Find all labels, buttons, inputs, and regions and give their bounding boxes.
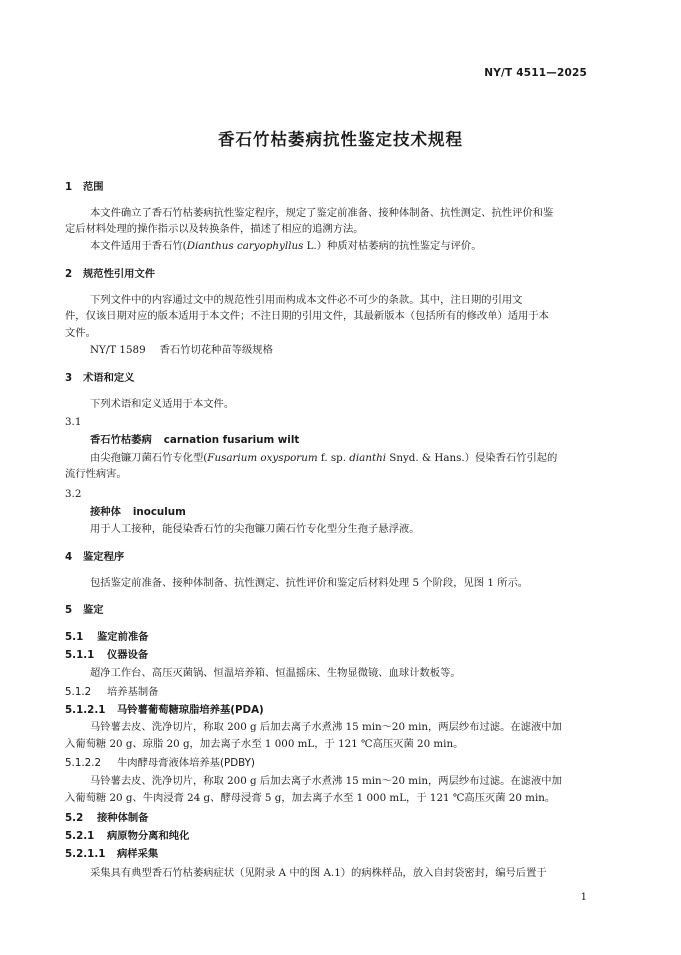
- document-title: 香石竹枯萎病抗性鉴定技术规程: [218, 130, 463, 149]
- paragraph-line: 下列文件中的内容通过文中的规范性引用而构成本文件必不可少的条款。其中，注日期的引用文: [90, 294, 523, 306]
- paragraph-line: 流行性病害。: [65, 468, 127, 480]
- section-title: 鉴定: [83, 604, 104, 616]
- subsection-title: 培养基制备: [107, 686, 159, 698]
- latin-name: Dianthus caryophyllus: [186, 240, 304, 252]
- term-chinese: 香石竹枯萎病: [90, 434, 152, 446]
- paragraph-line: 文件。: [65, 327, 96, 339]
- section-title: 范围: [83, 181, 104, 193]
- subsection-number: 5.2.1.1: [65, 848, 106, 860]
- subsection-title: 病样采集: [117, 848, 159, 860]
- text-run: L.）种质对枯萎病的抗性鉴定与评价。: [303, 240, 482, 252]
- paragraph-line: 本文件确立了香石竹枯萎病抗性鉴定程序，规定了鉴定前准备、接种体制备、抗性测定、抗性评价和鉴: [90, 207, 554, 219]
- subsection-heading: [65, 756, 255, 770]
- section-title: 规范性引用文件: [83, 268, 156, 280]
- paragraph-line: 马铃薯去皮、洗净切片，称取 200 g 后加去离子水煮沸 15 min～20 min，两层纱布过滤。在滤液中加: [90, 721, 562, 733]
- term-entry: [90, 433, 299, 447]
- section-title: 鉴定程序: [83, 551, 125, 563]
- section-4-heading: [65, 550, 124, 564]
- text-run: 由尖孢镰刀菌石竹专化型(: [90, 452, 208, 464]
- subsection-heading: [65, 630, 148, 644]
- latin-name: Fusarium oxysporum: [207, 452, 318, 464]
- reference-code: NY/T 1589: [90, 344, 146, 356]
- section-number: 4: [65, 551, 73, 563]
- paragraph-line: 包括鉴定前准备、接种体制备、抗性测定、抗性评价和鉴定后材料处理 5 个阶段，见图 1 所示。: [90, 577, 529, 589]
- section-5-heading: [65, 603, 104, 617]
- reference-title: 香石竹切花种苗等级规格: [159, 344, 273, 356]
- term-entry: [90, 505, 186, 519]
- subsection-number: 5.1.2: [65, 686, 92, 698]
- paragraph-line: 采集具有典型香石竹枯萎病症状（见附录 A 中的图 A.1）的病株样品，放入自封袋密封，编号后置于: [90, 867, 547, 879]
- term-english: carnation fusarium wilt: [163, 434, 300, 446]
- text-run: 本文件适用于香石竹(: [90, 240, 187, 252]
- subsection-number: 5.2.1: [65, 830, 95, 842]
- section-number: 3: [65, 372, 73, 384]
- subsection-title: 鉴定前准备: [97, 631, 149, 643]
- normative-reference: [90, 343, 273, 357]
- subsection-title: 病原物分离和纯化: [107, 830, 190, 842]
- latin-name: dianthi: [349, 452, 387, 464]
- section-1-heading: [65, 180, 104, 194]
- paragraph-line: 下列术语和定义适用于本文件。: [90, 398, 235, 410]
- subsection-heading: [65, 811, 148, 825]
- term-definition: 用于人工接种，能侵染香石竹的尖孢镰刀菌石竹专化型分生孢子悬浮液。: [90, 523, 420, 535]
- subsection-heading: [65, 685, 158, 699]
- subsection-title: 仪器设备: [107, 649, 149, 661]
- subsection-heading: [65, 829, 189, 843]
- paragraph-line: 马铃薯去皮、洗净切片，称取 200 g 后加去离子水煮沸 15 min～20 min，两层纱布过滤。在滤液中加: [90, 775, 562, 787]
- text-run: Snyd. & Hans.）侵染香石竹引起的: [386, 452, 558, 464]
- subsection-number: 5.2: [65, 812, 84, 824]
- section-number: 5: [65, 604, 73, 616]
- term-number: 3.1: [65, 416, 82, 428]
- subsection-heading: [65, 847, 158, 861]
- term-number: 3.2: [65, 488, 82, 500]
- subsection-heading: [65, 703, 264, 717]
- term-chinese: 接种体: [90, 506, 121, 518]
- term-definition: [90, 451, 557, 465]
- page-number: 1: [580, 892, 587, 903]
- section-number: 1: [65, 181, 73, 193]
- subsection-title: 马铃薯葡萄糖琼脂培养基(PDA): [117, 704, 264, 716]
- paragraph-line: 入葡萄糖 20 g、牛肉浸膏 24 g、酵母浸膏 5 g，加去离子水至 1 000 mL，于 121 ℃高压灭菌 20 min。: [65, 792, 556, 804]
- paragraph-line: 定后材料处理的操作指示以及转换条件，描述了相应的追溯方法。: [65, 223, 364, 235]
- section-number: 2: [65, 268, 73, 280]
- section-2-heading: [65, 267, 155, 281]
- paragraph-line: 件，仅该日期对应的版本适用于本文件；不注日期的引用文件，其最新版本（包括所有的修改单）适用于本: [65, 310, 549, 322]
- subsection-title: 接种体制备: [97, 812, 149, 824]
- section-title: 术语和定义: [83, 372, 135, 384]
- subsection-number: 5.1: [65, 631, 84, 643]
- text-run: f. sp.: [317, 452, 350, 464]
- paragraph-line: [90, 239, 482, 253]
- paragraph-line: 入葡萄糖 20 g、琼脂 20 g，加去离子水至 1 000 mL，于 121 ℃高压灭菌 20 min。: [65, 738, 464, 750]
- subsection-heading: [65, 648, 148, 662]
- section-3-heading: [65, 371, 134, 385]
- subsection-number: 5.1.2.1: [65, 704, 106, 716]
- paragraph-line: 超净工作台、高压灭菌锅、恒温培养箱、恒温摇床、生物显微镜、血球计数板等。: [90, 667, 461, 679]
- subsection-number: 5.1.2.2: [65, 757, 102, 769]
- term-english: inoculum: [132, 506, 186, 518]
- subsection-title: 牛肉酵母膏液体培养基(PDBY): [117, 757, 255, 769]
- standard-number: NY/T 4511—2025: [484, 67, 587, 79]
- subsection-number: 5.1.1: [65, 649, 95, 661]
